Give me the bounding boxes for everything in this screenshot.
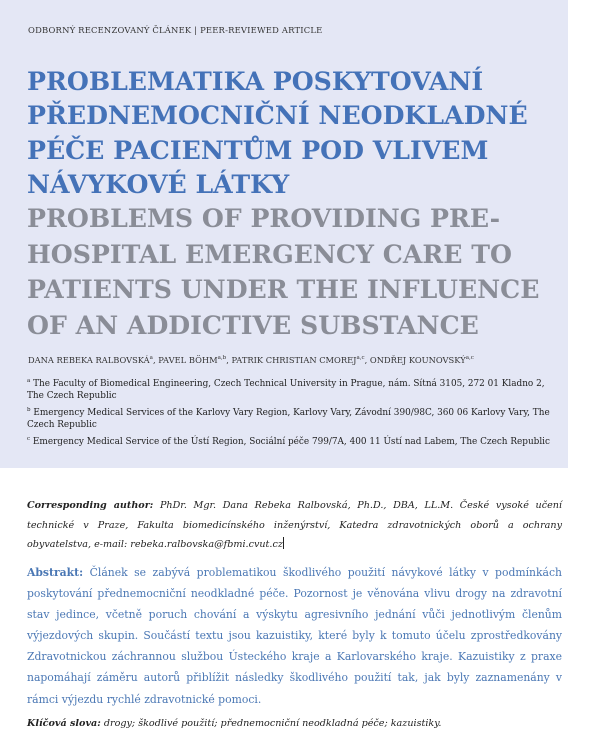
author-list: DANA REBEKA RALBOVSKÁ$^a$, PAVEL BÖHM$^{a,b}$, PATRIK CHRISTIAN CMOREJ$^{a,c}$, ONDŘEJ KOUNOVSKÝ$^{a,c}$ [28, 355, 474, 365]
affiliation-b [27, 405, 562, 432]
affiliation-mark: c [27, 436, 31, 442]
author-affiliation-mark: a,b [217, 355, 227, 362]
title-english: PROBLEMS OF PROVIDING PRE-HOSPITAL EMERGENCY CARE TO PATIENTS UNDER THE INFLUENCE OF AN ADDICTIVE SUBSTANCE [27, 203, 540, 340]
keywords-text: drogy; škodlivé použití; přednemocniční neodkladná péče; kazuistiky. [103, 718, 442, 729]
author-name: PAVEL BÖHM [158, 355, 218, 365]
affiliation-a [27, 376, 562, 403]
author-name: PATRIK CHRISTIAN CMOREJ [231, 355, 357, 365]
affiliation-mark: a [27, 378, 31, 384]
affiliation-text: Emergency Medical Services of the Karlovy Vary Region, Karlovy Vary, Závodní 390/98C, 360 06 Karlovy Vary, The Czech Republic [27, 407, 550, 430]
abstract [27, 562, 562, 710]
corresponding-author [27, 496, 562, 555]
keywords [27, 718, 562, 729]
author-affiliation-mark: a,c [465, 355, 474, 362]
affiliation-mark: b [27, 407, 31, 413]
author-affiliation-mark: a,c [356, 355, 365, 362]
corresponding-author-text: PhDr. Mgr. Dana Rebeka Ralbovská, Ph.D., DBA, LL.M. České vysoké učení technické v Praze, Fakulta biomedicínského inženýrství, Katedra zdravotnických oborů a ochrany obyvatelstva, e-mail: rebeka.ralbovska@fbmi.cvut.cz [27, 500, 562, 550]
affiliation-text: Emergency Medical Service of the Ústí Region, Sociální péče 799/7A, 400 11 Ústí nad Labem, The Czech Republic [32, 436, 550, 447]
abstract-label: Abstrakt: [27, 566, 84, 579]
title-czech: PROBLEMATIKA POSKYTOVANÍ PŘEDNEMOCNIČNÍ NEODKLADNÉ PÉČE PACIENTŮM POD VLIVEM NÁVYKOVÉ LÁTKY [27, 66, 528, 200]
affiliation-text: The Faculty of Biomedical Engineering, Czech Technical University in Prague, nám. Sítná 3105, 272 01 Kladno 2, The Czech Republic [27, 378, 545, 401]
text-cursor [283, 537, 284, 549]
author-affiliation-mark: a [149, 355, 153, 362]
keywords-label: Klíčová slova: [27, 718, 101, 729]
article-type-label: ODBORNÝ RECENZOVANÝ ČLÁNEK | PEER-REVIEWED ARTICLE [28, 25, 323, 35]
abstract-text: Článek se zabývá problematikou škodlivého použití návykové látky v podmínkách poskytování přednemocniční neodkladné péče. Pozornost je věnována vlivu drogy na zdravotní stav jedince, včetně poruch chování a výskytu agresivního jednání vůči jednotlivým členům výjezdových skupin. Součástí textu jsou kazuistiky, které byly k tomuto účelu zprostředkovány Zdravotnickou záchrannou službou Ústeckého kraje a Karlovarského kraje. Kazuistiky z praxe napomáhají záměru autorů přiblížit následky škodlivého použití tak, jak byly zaznamenány v rámci výjezdu rychlé zdravotnické pomoci. [27, 566, 562, 706]
corresponding-author-label: Corresponding author: [27, 500, 154, 511]
affiliation-c [27, 434, 562, 449]
author-name: ONDŘEJ KOUNOVSKÝ [369, 355, 466, 365]
author-name: DANA REBEKA RALBOVSKÁ [28, 355, 150, 365]
